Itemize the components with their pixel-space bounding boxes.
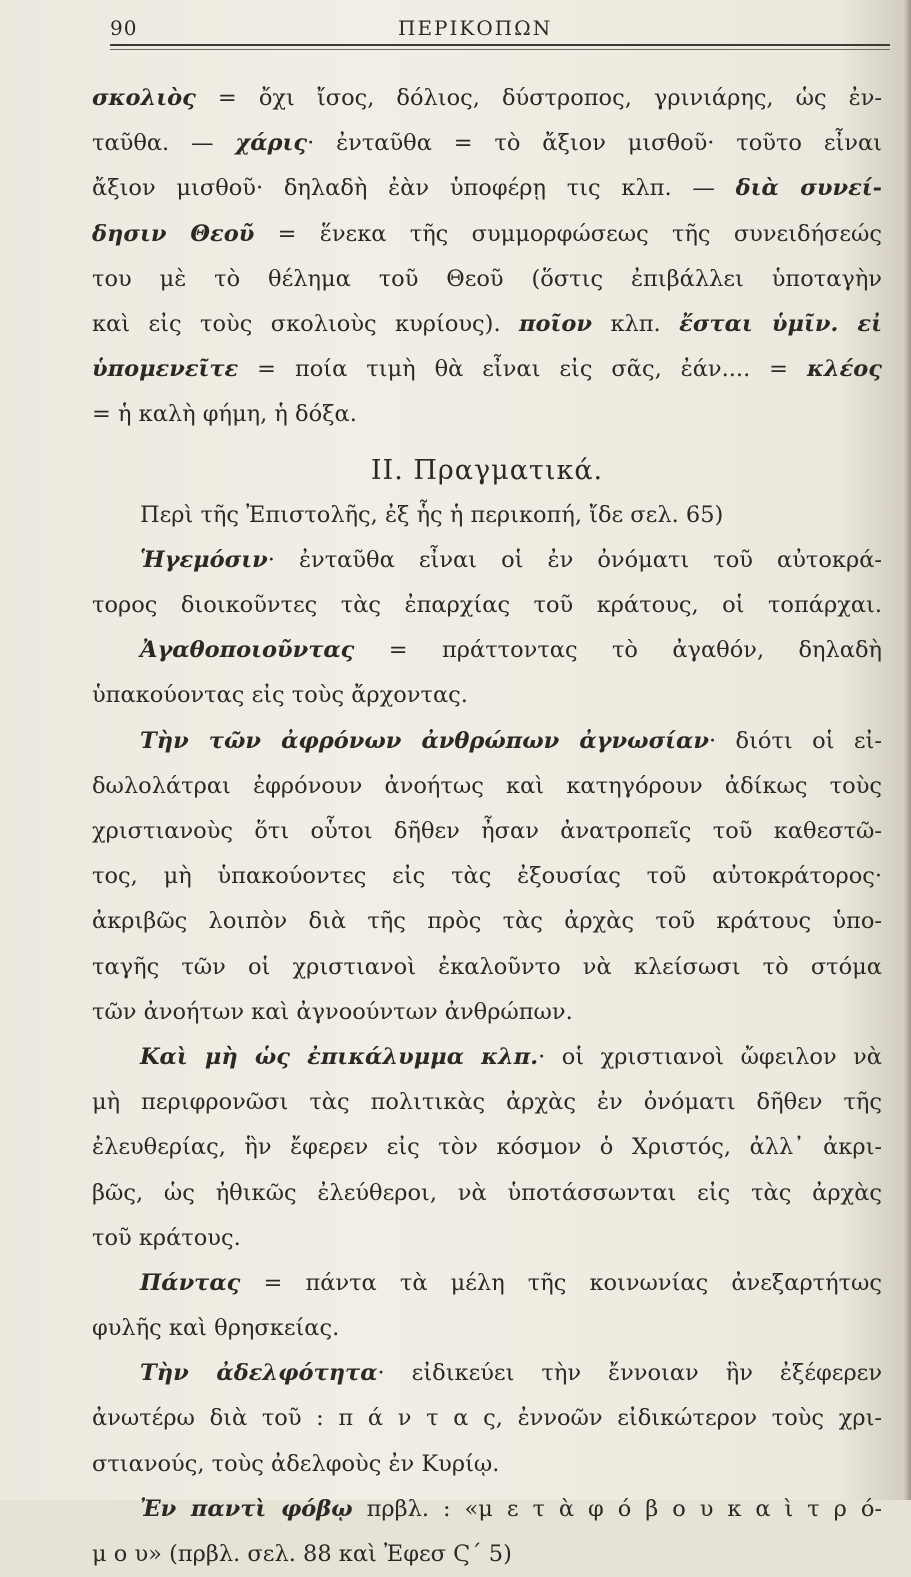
page-header xyxy=(110,14,890,44)
text-segment: = πράττοντας τὸ ἀγαθόν, δηλαδὴ xyxy=(354,637,882,664)
emphasized-term: Τὴν ἀδελφότητα xyxy=(140,1360,378,1387)
text-line xyxy=(92,990,882,1035)
text-line xyxy=(92,1171,882,1216)
emphasized-term: ποῖον xyxy=(519,310,593,337)
text-line xyxy=(92,493,882,538)
text-line xyxy=(92,212,882,257)
text-line xyxy=(92,76,882,121)
text-segment: · ἐνταῦθα εἶναι οἱ ἐν ὀνόματι τοῦ αὐτοκρά- xyxy=(267,546,882,573)
header-rule-thin xyxy=(110,49,890,50)
text-segment: χριστιανοὺς ὅτι οὗτοι δῆθεν ἦσαν ἀνατροπεῖς τοῦ καθεστῶ- xyxy=(92,818,882,844)
emphasized-term: Τὴν τῶν ἀφρόνων ἀνθρώπων ἀγνωσίαν xyxy=(140,727,709,754)
text-segment: ἀκριβῶς λοιπὸν διὰ τῆς πρὸς τὰς ἀρχὰς τοῦ κράτους ὑπο- xyxy=(92,908,882,935)
text-segment: βῶς, ὡς ἠθικῶς ἐλεύθεροι, νὰ ὑποτάσσωνται εἰς τὰς ἀρχὰς xyxy=(92,1179,882,1206)
text-segment: του μὲ τὸ θέλημα τοῦ Θεοῦ (ὅστις ἐπιβάλλει ὑποταγὴν xyxy=(92,265,882,292)
text-segment: · εἰδικεύει τὴν ἔννοιαν ἣν ἐξέφερεν xyxy=(377,1360,882,1387)
header-rule xyxy=(110,44,890,46)
text-line xyxy=(92,1487,882,1532)
text-segment: τος, μὴ ὑπακούοντες εἰς τὰς ἐξουσίας τοῦ αὐτοκράτορος· xyxy=(92,863,882,890)
text-line xyxy=(92,854,882,899)
text-line xyxy=(92,583,882,628)
text-segment: μὴ περιφρονῶσι τὰς πολιτικὰς ἀρχὰς ἐν ὀνόματι δῆθεν τῆς xyxy=(92,1089,882,1116)
text-line xyxy=(92,538,882,583)
text-line xyxy=(92,719,882,764)
text-line xyxy=(92,166,882,211)
emphasized-term: κλέος xyxy=(806,356,882,383)
text-line xyxy=(92,1216,882,1261)
text-segment: ὑπακούοντας εἰς τοὺς ἄρχοντας. xyxy=(92,682,468,709)
text-segment: ἄξιον μισθοῦ· δηλαδὴ ἐὰν ὑποφέρῃ τις κλπ. — xyxy=(92,175,736,202)
text-line xyxy=(92,347,882,392)
emphasized-term: διὰ συνεί- xyxy=(735,175,882,202)
text-segment: κλπ. xyxy=(592,310,680,337)
text-segment: II. Πραγματικά. xyxy=(370,454,604,486)
text-line xyxy=(92,1351,882,1396)
emphasized-term: Ἡγεμόσιν xyxy=(140,546,268,573)
text-line xyxy=(92,764,882,809)
text-segment: · διότι οἱ εἰ- xyxy=(708,727,882,754)
text-segment: τορος διοικοῦντες τὰς ἐπαρχίας τοῦ κράτους, οἱ τοπάρχαι. xyxy=(92,592,882,619)
emphasized-term: δησιν Θεοῦ xyxy=(92,220,255,247)
text-segment: = ἕνεκα τῆς συμμορφώσεως τῆς συνειδήσεώς xyxy=(254,220,882,247)
text-segment: Περὶ τῆς Ἐπιστολῆς, ἐξ ἧς ἡ περικοπή, ἴδε σελ. 65) xyxy=(140,501,724,528)
text-line xyxy=(92,673,882,718)
text-segment: ἀνωτέρω διὰ τοῦ : π ά ν τ α ς, ἐννοῶν εἰδικώτερον τοὺς χρι- xyxy=(92,1405,882,1432)
text-segment: ἐλευθερίας, ἣν ἔφερεν εἰς τὸν κόσμον ὁ Χριστός, ἀλλ᾽ ἀκρι- xyxy=(92,1134,882,1161)
page-edge xyxy=(903,0,911,1500)
text-segment: στιανούς, τοὺς ἀδελφοὺς ἐν Κυρίῳ. xyxy=(92,1450,500,1477)
text-line xyxy=(92,628,882,673)
text-segment: = ὄχι ἴσος, δόλιος, δύστροπος, γρινιάρης, ὡς ἐν- xyxy=(195,85,882,111)
text-line xyxy=(92,1080,882,1125)
text-line xyxy=(92,1442,882,1487)
running-title: ΠΕΡΙΚΟΠΩΝ xyxy=(398,16,553,40)
page-number: 90 xyxy=(110,16,138,40)
text-segment: = ποία τιμὴ θὰ εἶναι εἰς σᾶς, ἐάν.... = xyxy=(238,356,807,383)
emphasized-term: ἔσται ὑμῖν. εἰ xyxy=(679,310,882,337)
text-line xyxy=(92,1125,882,1170)
emphasized-term: ὑπομενεῖτε xyxy=(92,356,239,383)
text-line xyxy=(92,1261,882,1306)
emphasized-term: Ἐν παντὶ φόβῳ xyxy=(140,1495,353,1522)
emphasized-term: χάρις xyxy=(235,130,308,157)
text-line xyxy=(92,257,882,302)
text-line xyxy=(92,302,882,347)
text-line xyxy=(92,1396,882,1441)
text-segment: ταγῆς τῶν οἱ χριστιανοὶ ἐκαλοῦντο νὰ κλείσωσι τὸ στόμα xyxy=(92,953,882,980)
text-segment: = πάντα τὰ μέλη τῆς κοινωνίας ἀνεξαρτήτως xyxy=(240,1269,882,1296)
emphasized-term: Πάντας xyxy=(140,1269,241,1296)
emphasized-term: Ἀγαθοποιοῦντας xyxy=(140,637,355,664)
text-line xyxy=(92,121,882,166)
text-segment: · οἱ χριστιανοὶ ὤφειλον νὰ xyxy=(538,1043,882,1070)
page-body xyxy=(92,76,882,1577)
text-segment: ταῦθα. — xyxy=(92,130,236,157)
emphasized-term: Καὶ μὴ ὡς ἐπικάλυμμα κλπ. xyxy=(140,1043,539,1070)
emphasized-term: σκολιὸς xyxy=(92,85,196,111)
text-line xyxy=(92,392,882,437)
text-segment: καὶ εἰς τοὺς σκολιοὺς κυρίους). xyxy=(92,310,520,337)
text-segment: τῶν ἀνοήτων καὶ ἀγνοούντων ἀνθρώπων. xyxy=(92,998,573,1025)
section-heading xyxy=(92,448,882,493)
text-line xyxy=(92,1532,882,1577)
text-segment: μ ο υ» (πρβλ. σελ. 88 καὶ Ἐφεσ Ϛ´ 5) xyxy=(92,1541,512,1567)
text-segment: δωλολάτραι ἐφρόνουν ἀνοήτως καὶ κατηγόρουν ἀδίκως τοὺς xyxy=(92,772,882,799)
text-line xyxy=(92,1306,882,1351)
text-line xyxy=(92,945,882,990)
text-line xyxy=(92,809,882,854)
text-segment: φυλῆς καὶ θρησκείας. xyxy=(92,1315,340,1342)
text-segment: τοῦ κράτους. xyxy=(92,1224,241,1251)
text-line xyxy=(92,1035,882,1080)
text-line xyxy=(92,899,882,944)
text-segment: πρβλ. : «μ ε τ ὰ φ ό β ο υ κ α ὶ τ ρ ό- xyxy=(352,1495,882,1522)
text-segment: = ἡ καλὴ φήμη, ἡ δόξα. xyxy=(92,401,357,428)
text-segment: · ἐνταῦθα = τὸ ἄξιον μισθοῦ· τοῦτο εἶναι xyxy=(307,130,882,157)
